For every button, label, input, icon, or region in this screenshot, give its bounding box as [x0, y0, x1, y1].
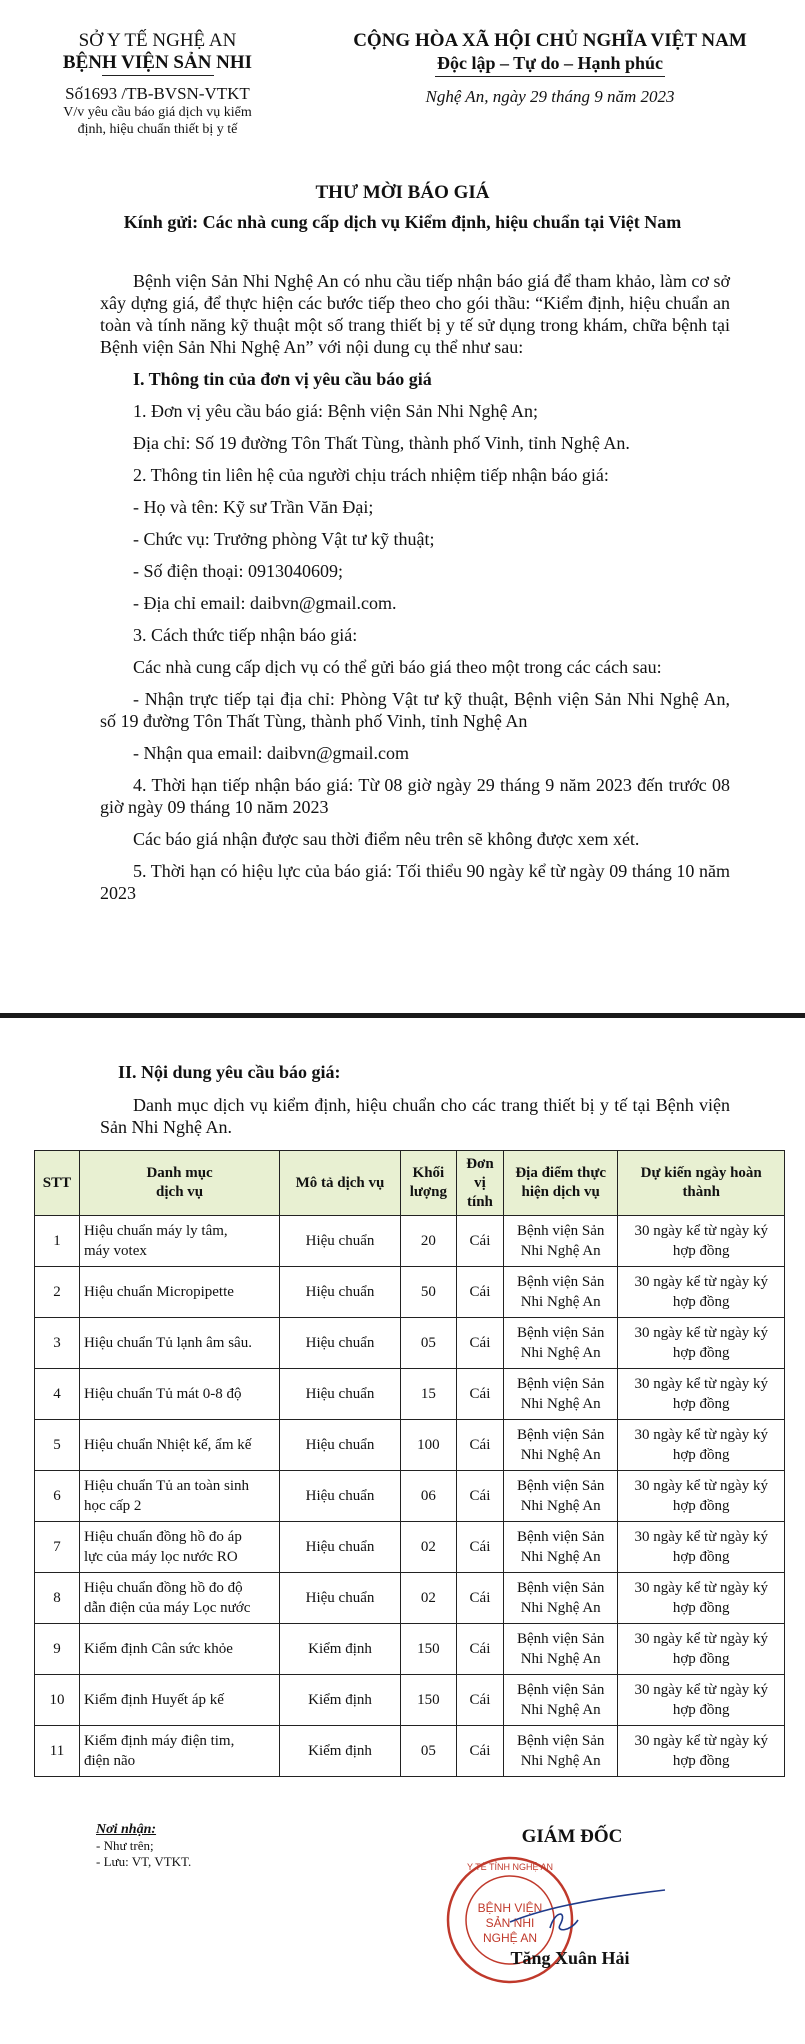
cell-completion: 30 ngày kể từ ngày ký hợp đồng — [618, 1675, 785, 1726]
national-motto: Độc lập – Tự do – Hạnh phúc — [436, 53, 664, 73]
section-2-description: Danh mục dịch vụ kiểm định, hiệu chuẩn cho các trang thiết bị y tế tại Bệnh viện Sản Nhi Nghệ An. — [100, 1095, 730, 1137]
header-stt: STT — [35, 1151, 80, 1216]
table-row — [35, 1471, 785, 1522]
cell-unit: Cái — [456, 1420, 503, 1471]
recipient-item: - Lưu: VT, VTKT. — [96, 1854, 192, 1869]
table-row — [35, 1573, 785, 1624]
cell-location: Bệnh viện Sản Nhi Nghệ An — [503, 1318, 617, 1369]
cell-unit: Cái — [456, 1624, 503, 1675]
cell-description: Kiểm định — [280, 1726, 401, 1777]
ministry-name: SỞ Y TẾ NGHỆ AN — [78, 30, 237, 51]
cell-quantity: 05 — [400, 1318, 456, 1369]
cell-quantity: 50 — [400, 1267, 456, 1318]
cell-completion: 30 ngày kể từ ngày ký hợp đồng — [618, 1726, 785, 1777]
cell-unit: Cái — [456, 1726, 503, 1777]
cell-item: Hiệu chuẩn Nhiệt kế, ẩm kế — [79, 1420, 279, 1471]
paragraph: - Địa chỉ email: daibvn@gmail.com. — [133, 593, 397, 613]
cell-location: Bệnh viện Sản Nhi Nghệ An — [503, 1420, 617, 1471]
svg-text:Y TẾ TỈNH NGHỆ AN: Y TẾ TỈNH NGHỆ AN — [466, 1862, 554, 1872]
recipients-block — [96, 1822, 191, 1870]
cell-unit: Cái — [456, 1369, 503, 1420]
cell-item: Hiệu chuẩn đồng hồ đo áp lực của máy lọc nước RO — [79, 1522, 279, 1573]
cell-item: Hiệu chuẩn máy ly tâm, máy votex — [79, 1216, 279, 1267]
cell-quantity: 05 — [400, 1726, 456, 1777]
place-date: Nghệ An, ngày 29 tháng 9 năm 2023 — [425, 87, 675, 106]
paragraph: 3. Cách thức tiếp nhận báo giá: — [133, 625, 358, 645]
cell-quantity: 100 — [400, 1420, 456, 1471]
document-subject-line-1: V/v yêu cầu báo giá dịch vụ kiểm — [63, 105, 252, 120]
cell-location: Bệnh viện Sản Nhi Nghệ An — [503, 1726, 617, 1777]
cell-quantity: 02 — [400, 1522, 456, 1573]
header-item: Danh mục dịch vụ — [79, 1151, 279, 1216]
header-description: Mô tả dịch vụ — [280, 1151, 401, 1216]
header-completion: Dự kiến ngày hoàn thành — [618, 1151, 785, 1216]
cell-quantity: 06 — [400, 1471, 456, 1522]
table-row — [35, 1624, 785, 1675]
cell-unit: Cái — [456, 1573, 503, 1624]
document-title: THƯ MỜI BÁO GIÁ — [315, 182, 490, 203]
recipient-item: - Như trên; — [96, 1838, 154, 1853]
cell-completion: 30 ngày kể từ ngày ký hợp đồng — [618, 1522, 785, 1573]
cell-completion: 30 ngày kể từ ngày ký hợp đồng — [618, 1624, 785, 1675]
cell-completion: 30 ngày kể từ ngày ký hợp đồng — [618, 1471, 785, 1522]
intro-paragraph: Bệnh viện Sản Nhi Nghệ An có nhu cầu tiếp nhận báo giá để tham khảo, làm cơ sở xây dựng giá, để thực hiện các bước tiếp theo cho gói thầu: “Kiểm định, hiệu chuẩn an toàn và tính năng kỹ thuật một số trang thiết bị y tế sử dụng trong khám, chữa bệnh tại Bệnh viện Sản Nhi Nghệ An” với nội dung cụ thể như sau: — [100, 271, 730, 357]
cell-item: Kiểm định Huyết áp kế — [79, 1675, 279, 1726]
table-row — [35, 1675, 785, 1726]
cell-location: Bệnh viện Sản Nhi Nghệ An — [503, 1471, 617, 1522]
paragraph: Các báo giá nhận được sau thời điểm nêu trên sẽ không được xem xét. — [133, 829, 640, 849]
recipients-title: Nơi nhận: — [96, 1822, 157, 1837]
table-row — [35, 1369, 785, 1420]
cell-item: Hiệu chuẩn Micropipette — [79, 1267, 279, 1318]
services-table — [34, 1150, 785, 1777]
issuer-block — [20, 30, 295, 138]
document-number: Số1693 /TB-BVSN-VTKT — [65, 84, 250, 103]
cell-unit: Cái — [456, 1318, 503, 1369]
paragraph: - Nhận qua email: daibvn@gmail.com — [133, 743, 410, 763]
cell-completion: 30 ngày kể từ ngày ký hợp đồng — [618, 1216, 785, 1267]
header-unit: Đơn vị tính — [456, 1151, 503, 1216]
cell-stt: 6 — [35, 1471, 80, 1522]
table-row — [35, 1216, 785, 1267]
paragraph: - Nhận trực tiếp tại địa chỉ: Phòng Vật tư kỹ thuật, Bệnh viện Sản Nhi Nghệ An, số 19 đường Tôn Thất Tùng, thành phố Vinh, tỉnh Nghệ An — [100, 689, 730, 731]
header-quantity: Khối lượng — [400, 1151, 456, 1216]
page-separator — [0, 1013, 805, 1018]
cell-description: Kiểm định — [280, 1675, 401, 1726]
cell-location: Bệnh viện Sản Nhi Nghệ An — [503, 1267, 617, 1318]
paragraph: 5. Thời hạn có hiệu lực của báo giá: Tối thiểu 90 ngày kể từ ngày 09 tháng 10 năm 2023 — [100, 861, 730, 903]
cell-description: Hiệu chuẩn — [280, 1471, 401, 1522]
cell-stt: 10 — [35, 1675, 80, 1726]
cell-description: Hiệu chuẩn — [280, 1369, 401, 1420]
cell-item: Hiệu chuẩn Tủ lạnh âm sâu. — [79, 1318, 279, 1369]
paragraph: 4. Thời hạn tiếp nhận báo giá: Từ 08 giờ ngày 29 tháng 9 năm 2023 đến trước 08 giờ ngày 09 tháng 10 năm 2023 — [100, 775, 730, 817]
section-1-heading: I. Thông tin của đơn vị yêu cầu báo giá — [133, 369, 432, 389]
cell-quantity: 20 — [400, 1216, 456, 1267]
cell-description: Hiệu chuẩn — [280, 1573, 401, 1624]
divider — [435, 76, 665, 77]
cell-completion: 30 ngày kể từ ngày ký hợp đồng — [618, 1573, 785, 1624]
cell-unit: Cái — [456, 1216, 503, 1267]
table-row — [35, 1726, 785, 1777]
cell-description: Hiệu chuẩn — [280, 1522, 401, 1573]
cell-quantity: 15 — [400, 1369, 456, 1420]
paragraph: - Số điện thoại: 0913040609; — [133, 561, 343, 581]
cell-stt: 3 — [35, 1318, 80, 1369]
paragraph: Các nhà cung cấp dịch vụ có thể gửi báo giá theo một trong các cách sau: — [133, 657, 662, 677]
svg-text:NGHỆ AN: NGHỆ AN — [482, 1931, 538, 1945]
cell-stt: 4 — [35, 1369, 80, 1420]
cell-description: Hiệu chuẩn — [280, 1267, 401, 1318]
cell-stt: 8 — [35, 1573, 80, 1624]
cell-completion: 30 ngày kể từ ngày ký hợp đồng — [618, 1267, 785, 1318]
table-row — [35, 1318, 785, 1369]
cell-completion: 30 ngày kể từ ngày ký hợp đồng — [618, 1369, 785, 1420]
cell-description: Kiểm định — [280, 1624, 401, 1675]
cell-stt: 7 — [35, 1522, 80, 1573]
recipient-line: Kính gửi: Các nhà cung cấp dịch vụ Kiểm định, hiệu chuẩn tại Việt Nam — [123, 212, 682, 232]
cell-item: Hiệu chuẩn Tủ mát 0-8 độ — [79, 1369, 279, 1420]
cell-unit: Cái — [456, 1522, 503, 1573]
cell-quantity: 150 — [400, 1675, 456, 1726]
cell-item: Kiểm định máy điện tim, điện não — [79, 1726, 279, 1777]
header-location: Địa điểm thực hiện dịch vụ — [503, 1151, 617, 1216]
cell-stt: 11 — [35, 1726, 80, 1777]
signer-title: GIÁM ĐỐC — [521, 1826, 623, 1847]
cell-quantity: 150 — [400, 1624, 456, 1675]
document-subject-line-2: định, hiệu chuẩn thiết bị y tế — [77, 122, 238, 137]
cell-item: Kiểm định Cân sức khỏe — [79, 1624, 279, 1675]
hospital-name: BỆNH VIỆN SẢN NHI — [62, 52, 253, 73]
cell-stt: 2 — [35, 1267, 80, 1318]
cell-unit: Cái — [456, 1267, 503, 1318]
table-row — [35, 1420, 785, 1471]
paragraph: - Họ và tên: Kỹ sư Trần Văn Đại; — [133, 497, 374, 517]
cell-completion: 30 ngày kể từ ngày ký hợp đồng — [618, 1420, 785, 1471]
cell-location: Bệnh viện Sản Nhi Nghệ An — [503, 1573, 617, 1624]
paragraph: - Chức vụ: Trưởng phòng Vật tư kỹ thuật; — [133, 529, 435, 549]
cell-unit: Cái — [456, 1675, 503, 1726]
signer-name: Tăng Xuân Hải — [510, 1948, 630, 1968]
paragraph: Địa chỉ: Số 19 đường Tôn Thất Tùng, thành phố Vinh, tỉnh Nghệ An. — [133, 433, 630, 453]
cell-description: Hiệu chuẩn — [280, 1216, 401, 1267]
cell-unit: Cái — [456, 1471, 503, 1522]
divider — [102, 75, 214, 76]
cell-stt: 1 — [35, 1216, 80, 1267]
cell-location: Bệnh viện Sản Nhi Nghệ An — [503, 1624, 617, 1675]
paragraph: 2. Thông tin liên hệ của người chịu trách nhiệm tiếp nhận báo giá: — [133, 465, 609, 485]
cell-description: Hiệu chuẩn — [280, 1420, 401, 1471]
table-header-row — [35, 1151, 785, 1216]
cell-location: Bệnh viện Sản Nhi Nghệ An — [503, 1216, 617, 1267]
cell-stt: 5 — [35, 1420, 80, 1471]
paragraph: 1. Đơn vị yêu cầu báo giá: Bệnh viện Sản Nhi Nghệ An; — [133, 401, 538, 421]
cell-stt: 9 — [35, 1624, 80, 1675]
table-row — [35, 1267, 785, 1318]
cell-completion: 30 ngày kể từ ngày ký hợp đồng — [618, 1318, 785, 1369]
cell-description: Hiệu chuẩn — [280, 1318, 401, 1369]
cell-quantity: 02 — [400, 1573, 456, 1624]
cell-location: Bệnh viện Sản Nhi Nghệ An — [503, 1369, 617, 1420]
svg-text:BỆNH VIỆN: BỆNH VIỆN — [477, 1901, 543, 1915]
national-header — [315, 30, 785, 107]
table-row — [35, 1522, 785, 1573]
cell-location: Bệnh viện Sản Nhi Nghệ An — [503, 1522, 617, 1573]
document-body — [100, 270, 730, 914]
section-2-heading: II. Nội dung yêu cầu báo giá: — [118, 1062, 341, 1082]
cell-item: Hiệu chuẩn Tủ an toàn sinh học cấp 2 — [79, 1471, 279, 1522]
svg-text:SẢN NHI: SẢN NHI — [485, 1916, 535, 1930]
cell-location: Bệnh viện Sản Nhi Nghệ An — [503, 1675, 617, 1726]
cell-item: Hiệu chuẩn đồng hồ đo độ dẫn điện của máy Lọc nước — [79, 1573, 279, 1624]
handwritten-signature — [500, 1880, 670, 1940]
country-name: CỘNG HÒA XÃ HỘI CHỦ NGHĨA VIỆT NAM — [353, 30, 747, 51]
